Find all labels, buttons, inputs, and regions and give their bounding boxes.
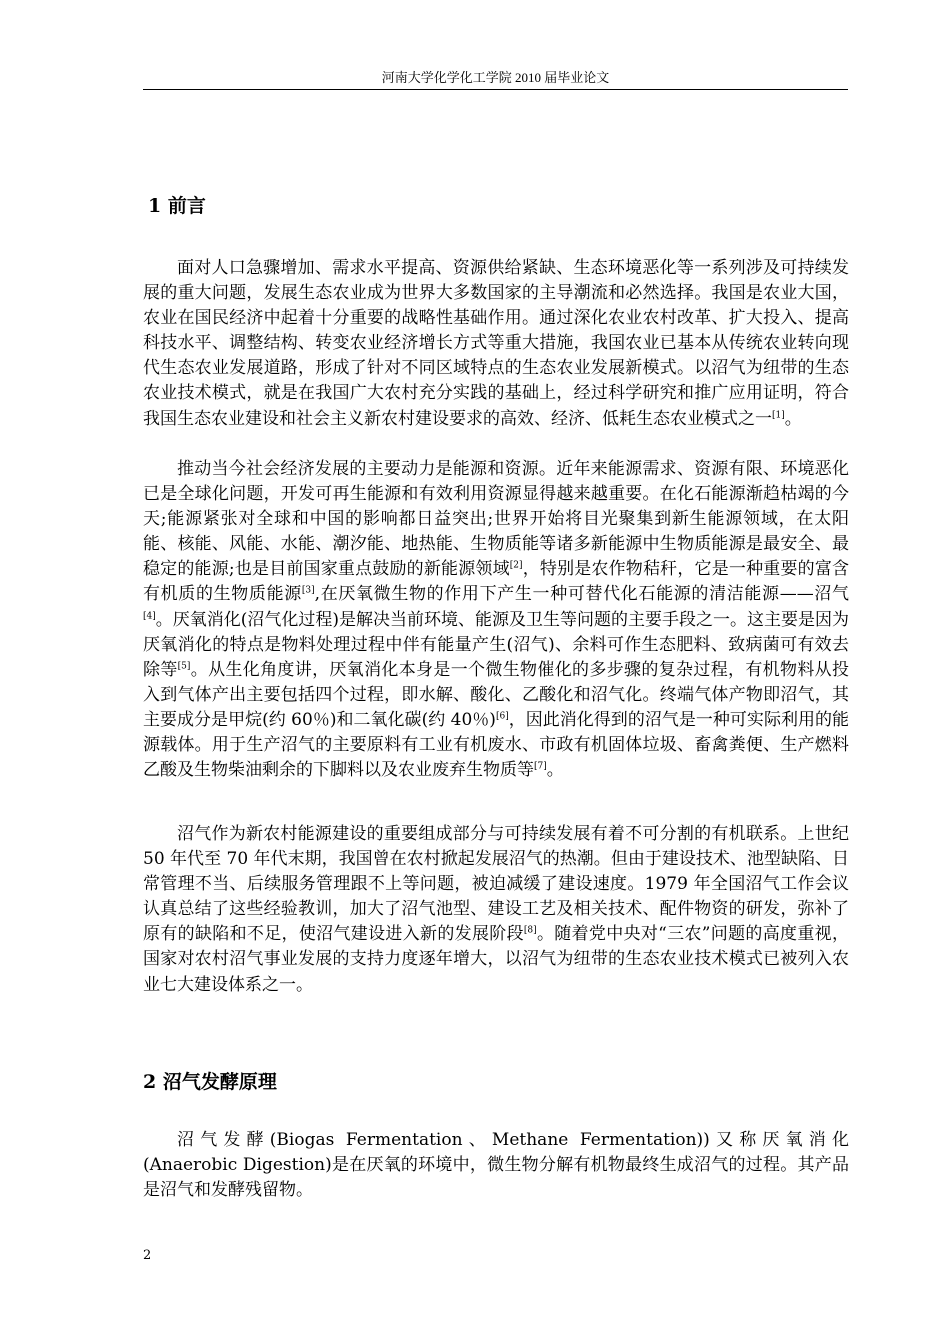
page-number: 2: [143, 1248, 152, 1263]
citation-ref: [4]: [143, 610, 156, 621]
paragraph-text: ,在厌氧微生物的作用下产生一种可替代化石能源的清洁能源——沼气: [314, 584, 850, 605]
paragraph-principle-1: 沼气发酵(Biogas Fermentation、Methane Fermentation))又称厌氧消化(Anaerobic Digestion)是在厌氧的环境中，微生物分解有机物最终生成沼气的过程。其产品是沼气和发酵残留物。: [143, 1130, 849, 1201]
citation-ref: [8]: [523, 925, 537, 936]
paragraph-intro-3: [143, 822, 849, 998]
section-heading-biogas-principle: 2 沼气发酵原理: [143, 1071, 277, 1093]
paragraph-text: 推动当今社会经济发展的主要动力是能源和资源。近年来能源需求、资源有限、环境恶化已是全球化问题，开发可再生能源和有效利用资源显得越来越重要。在化石能源渐趋枯竭的今天;能源紧张对全球和中国的影响都日益突出;世界开始将目光聚集到新生能源领域，在太阳能、核能、风能、水能、潮汐能、地热能、生物质能等诸多新能源中生物质能源是最安全、最稳定的能源;也是目前国家重点鼓励的新能源领域: [143, 459, 849, 580]
header-divider: [143, 89, 848, 90]
paragraph-text: 。从生化角度讲，厌氧消化本身是一个微生物催化的多步骤的复杂过程，有机物料从投入到气体产出主要包括四个过程，即水解、酸化、乙酸化和沼气化。终端气体产物即沼气，其主要成分是甲烷(约 60％)和二氧化碳(约 40％): [143, 659, 850, 730]
section-heading-introduction: 1 前言: [148, 195, 206, 217]
paragraph-text: ，特别是农作物秸秆，它是一种重要的富含有机质的生物质能源: [143, 559, 849, 605]
paragraph-intro-2: [143, 457, 849, 783]
paragraph-text: 。: [546, 760, 564, 781]
paragraph-intro-1: [143, 256, 849, 432]
citation-ref: [3]: [301, 585, 315, 596]
citation-ref: [1]: [772, 409, 785, 420]
citation-ref: [2]: [509, 560, 523, 571]
paragraph-text: 。随着党中央对“三农”问题的高度重视，国家对农村沼气事业发展的支持力度逐年增大，以沼气为纽带的生态农业技术模式已被列入农业七大建设体系之一。: [143, 924, 849, 995]
paragraph-text: 。: [784, 408, 802, 429]
citation-ref: [6]: [495, 711, 509, 722]
paragraph-text: ，因此消化得到的沼气是一种可实际利用的能源载体。用于生产沼气的主要原料有工业有机废水、市政有机固体垃圾、畜禽粪便、生产燃料乙酸及生物柴油剩余的下脚料以及农业废弃生物质等: [143, 709, 850, 781]
paragraph-text: 面对人口急骤增加、需求水平提高、资源供给紧缺、生态环境恶化等一系列涉及可持续发展的重大问题，发展生态农业成为世界大多数国家的主导潮流和必然选择。我国是农业大国，农业在国民经济中起着十分重要的战略性基础作用。通过深化农业农村改革、扩大投入、提高科技水平、调整结构、转变农业经济增长方式等重大措施，我国农业已基本从传统农业转向现代生态农业发展道路，形成了针对不同区域特点的生态农业发展新模式。以沼气为纽带的生态农业技术模式，就是在我国广大农村充分实践的基础上，经过科学研究和推广应用证明，符合我国生态农业建设和社会主义新农村建设要求的高效、经济、低耗生态农业模式之一: [143, 258, 849, 429]
paragraph-text: 。厌氧消化(沼气化过程)是解决当前环境、能源及卫生等问题的主要手段之一。这主要是因为厌氧消化的特点是物料处理过程中伴有能量产生(沼气)、余料可作生态肥料、致病菌可有效去除等: [143, 609, 850, 680]
citation-ref: [7]: [534, 761, 547, 772]
citation-ref: [5]: [177, 661, 191, 672]
running-header: 河南大学化学化工学院 2010 届毕业论文: [381, 70, 610, 85]
paragraph-text: 沼气作为新农村能源建设的重要组成部分与可持续发展有着不可分割的有机联系。上世纪 50 年代至 70 年代末期，我国曾在农村掀起发展沼气的热潮。但由于建设技术、池型缺陷、日常管理不当、后续服务管理跟不上等问题，被迫减缓了建设速度。1979 年全国沼气工作会议认真总结了这些经验教训，加大了沼气池型、建设工艺及相关技术、配件物资的研发，弥补了原有的缺陷和不足，使沼气建设进入新的发展阶段: [143, 824, 849, 945]
